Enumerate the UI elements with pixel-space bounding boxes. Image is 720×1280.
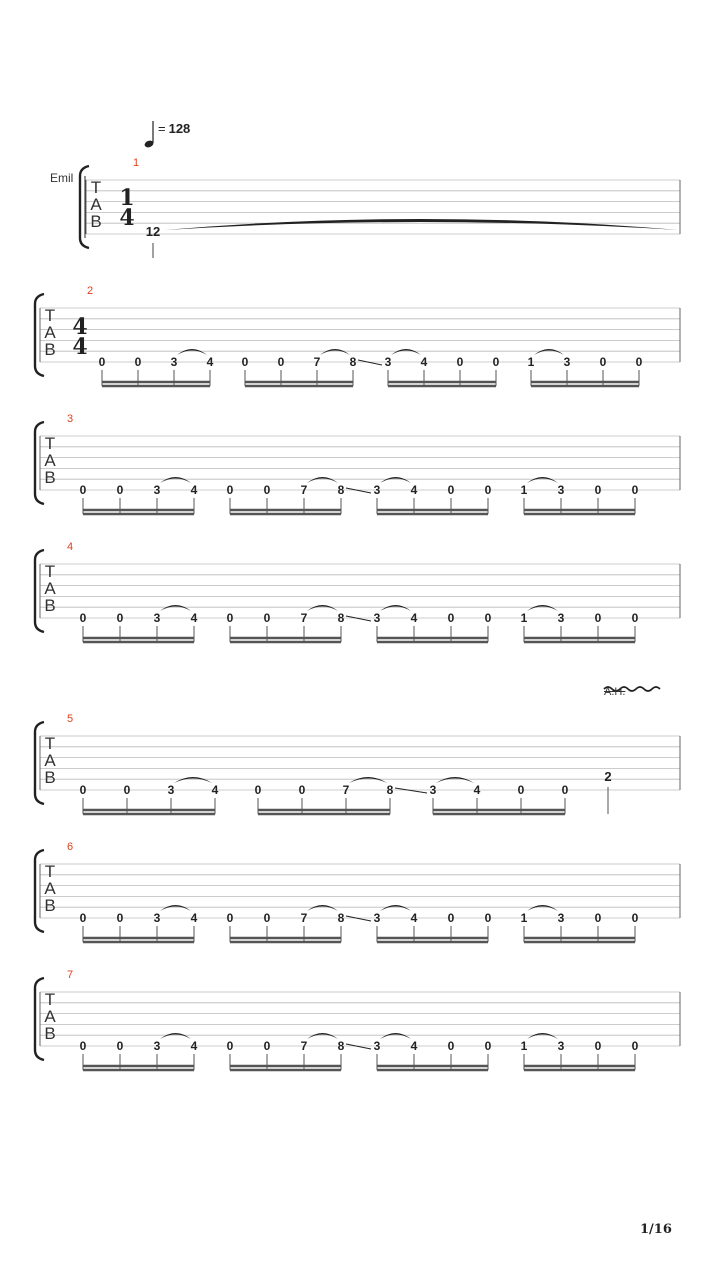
fret-number: 0 (447, 1039, 455, 1053)
tab-clef-t: T (44, 562, 56, 581)
hammer-on-arc (160, 605, 191, 611)
fret-number: 0 (116, 911, 124, 925)
hammer-on-arc (307, 1033, 338, 1039)
fret-number: 0 (631, 1039, 639, 1053)
fret-number: 4 (473, 783, 481, 797)
fret-number: 4 (420, 355, 428, 369)
fret-number: 0 (492, 355, 500, 369)
bar-number-2: 2 (87, 285, 94, 297)
slide-line (346, 488, 371, 493)
slide-line (346, 916, 371, 921)
fret-number: 3 (384, 355, 392, 369)
tempo-bpm: 128 (168, 121, 191, 136)
hammer-on-arc (380, 1033, 411, 1039)
hammer-on-arc (320, 349, 350, 355)
slide-line (346, 616, 371, 621)
fret-number: 3 (167, 783, 175, 797)
fret-number: 0 (517, 783, 525, 797)
fret-number: 3 (153, 911, 161, 925)
fret-number: 3 (153, 1039, 161, 1053)
fret-number: 0 (594, 1039, 602, 1053)
fret-number: 3 (170, 355, 178, 369)
fret-number: 1 (520, 483, 528, 497)
fret-number: 1 (520, 611, 528, 625)
fret-number: 2 (604, 769, 612, 784)
track-name: Emil (50, 171, 74, 185)
fret-number: 7 (300, 611, 308, 625)
fret-number: 3 (373, 1039, 381, 1053)
hammer-on-arc (160, 1033, 191, 1039)
fret-number: 4 (206, 355, 214, 369)
hammer-on-arc (436, 777, 474, 783)
hammer-on-arc (307, 477, 338, 483)
fret-number: 3 (153, 483, 161, 497)
tab-clef-t: T (44, 862, 56, 881)
tab-clef-b: B (44, 896, 56, 915)
fret-number: 0 (631, 483, 639, 497)
fret-number: 0 (447, 611, 455, 625)
tab-clef-b: B (44, 596, 56, 615)
fret-number: 0 (447, 483, 455, 497)
fret-number: 0 (277, 355, 285, 369)
tab-clef-a: A (44, 751, 56, 770)
fret-number: 0 (226, 911, 234, 925)
fret-number: 4 (190, 1039, 198, 1053)
fret-number: 3 (557, 911, 565, 925)
hammer-on-arc (177, 349, 207, 355)
time-signature-bottom: 4 (72, 334, 88, 360)
tab-clef-t: T (44, 990, 56, 1009)
hammer-on-arc (307, 905, 338, 911)
fret-number: 0 (594, 611, 602, 625)
hammer-on-arc (174, 777, 212, 783)
fret-number: 7 (300, 911, 308, 925)
bar-number-4: 4 (67, 541, 74, 553)
tab-clef-b: B (44, 1024, 56, 1043)
fret-number: 0 (631, 911, 639, 925)
fret-number: 3 (557, 483, 565, 497)
tab-clef-t: T (90, 178, 102, 197)
hammer-on-arc (527, 1033, 558, 1039)
artificial-harmonic-label: A.H. (604, 686, 626, 698)
hammer-on-arc (349, 777, 387, 783)
fret-number: 0 (134, 355, 142, 369)
bar-number-7: 7 (67, 969, 74, 981)
fret-number: 0 (263, 911, 271, 925)
hammer-on-arc (160, 477, 191, 483)
tab-clef-b: B (44, 468, 56, 487)
fret-number: 8 (337, 483, 345, 497)
fret-number: 4 (190, 611, 198, 625)
fret-number: 7 (313, 355, 321, 369)
fret-number: 4 (410, 483, 418, 497)
tab-clef-t: T (44, 434, 56, 453)
fret-number: 4 (190, 911, 198, 925)
fret-number: 8 (386, 783, 394, 797)
bar-number-1: 1 (133, 157, 140, 169)
tempo-marking (158, 121, 190, 136)
fret-number: 0 (226, 611, 234, 625)
fret-number: 0 (241, 355, 249, 369)
fret-number: 0 (79, 783, 87, 797)
fret-number: 0 (561, 783, 569, 797)
fret-number: 0 (484, 611, 492, 625)
tab-clef-a: A (44, 879, 56, 898)
tab-clef-t: T (44, 306, 56, 325)
fret-number: 0 (635, 355, 643, 369)
slide-line (358, 360, 382, 365)
fret-number: 8 (349, 355, 357, 369)
time-signature-top: 1 (119, 185, 135, 211)
bar-number-6: 6 (67, 841, 74, 853)
fret-number: 0 (79, 911, 87, 925)
page-number: 1/16 (640, 1222, 672, 1237)
fret-number: 0 (226, 1039, 234, 1053)
hammer-on-arc (391, 349, 421, 355)
fret-number: 0 (594, 911, 602, 925)
fret-number: 0 (484, 911, 492, 925)
hammer-on-arc (380, 477, 411, 483)
fret-number: 4 (410, 1039, 418, 1053)
fret-number: 0 (456, 355, 464, 369)
fret-number: 3 (373, 611, 381, 625)
fret-number: 3 (429, 783, 437, 797)
fret-number: 4 (190, 483, 198, 497)
hammer-on-arc (534, 349, 564, 355)
fret-number: 0 (484, 1039, 492, 1053)
fret-number: 0 (116, 611, 124, 625)
fret-number: 0 (298, 783, 306, 797)
tab-clef-b: B (44, 340, 56, 359)
fret-number: 1 (520, 1039, 528, 1053)
fret-number: 0 (116, 483, 124, 497)
tab-clef-a: A (44, 579, 56, 598)
time-signature-bottom: 4 (119, 205, 135, 231)
fret-number: 1 (520, 911, 528, 925)
hammer-on-arc (527, 477, 558, 483)
fret-number: 0 (599, 355, 607, 369)
tab-clef-b: B (44, 768, 56, 787)
fret-number: 3 (153, 611, 161, 625)
hammer-on-arc (307, 605, 338, 611)
fret-number: 8 (337, 1039, 345, 1053)
sustain-curve (165, 219, 678, 230)
hammer-on-arc (527, 905, 558, 911)
slide-line (346, 1044, 371, 1049)
fret-number: 0 (98, 355, 106, 369)
tab-clef-b: B (90, 212, 102, 231)
fret-number: 12 (145, 224, 161, 239)
fret-number: 0 (123, 783, 131, 797)
fret-number: 0 (447, 911, 455, 925)
tab-clef-a: A (44, 1007, 56, 1026)
fret-number: 3 (557, 1039, 565, 1053)
fret-number: 0 (631, 611, 639, 625)
bar-number-3: 3 (67, 413, 74, 425)
fret-number: 0 (79, 611, 87, 625)
fret-number: 3 (557, 611, 565, 625)
fret-number: 7 (300, 483, 308, 497)
fret-number: 0 (263, 611, 271, 625)
fret-number: 0 (594, 483, 602, 497)
hammer-on-arc (380, 605, 411, 611)
hammer-on-arc (160, 905, 191, 911)
slide-line (395, 788, 427, 793)
tab-clef-a: A (90, 195, 102, 214)
fret-number: 4 (410, 911, 418, 925)
fret-number: 3 (373, 911, 381, 925)
time-signature-top: 4 (72, 314, 88, 340)
fret-number: 0 (116, 1039, 124, 1053)
fret-number: 4 (211, 783, 219, 797)
fret-number: 7 (342, 783, 350, 797)
hammer-on-arc (380, 905, 411, 911)
fret-number: 0 (79, 1039, 87, 1053)
tempo-equals: = (158, 121, 166, 136)
tab-clef-a: A (44, 323, 56, 342)
fret-number: 0 (226, 483, 234, 497)
fret-number: 7 (300, 1039, 308, 1053)
fret-number: 8 (337, 611, 345, 625)
fret-number: 0 (254, 783, 262, 797)
hammer-on-arc (527, 605, 558, 611)
fret-number: 0 (263, 483, 271, 497)
fret-number: 3 (373, 483, 381, 497)
tab-clef-a: A (44, 451, 56, 470)
fret-number: 0 (484, 483, 492, 497)
tab-clef-t: T (44, 734, 56, 753)
fret-number: 1 (527, 355, 535, 369)
fret-number: 0 (263, 1039, 271, 1053)
fret-number: 8 (337, 911, 345, 925)
fret-number: 4 (410, 611, 418, 625)
fret-number: 3 (563, 355, 571, 369)
fret-number: 0 (79, 483, 87, 497)
bar-number-5: 5 (67, 713, 74, 725)
